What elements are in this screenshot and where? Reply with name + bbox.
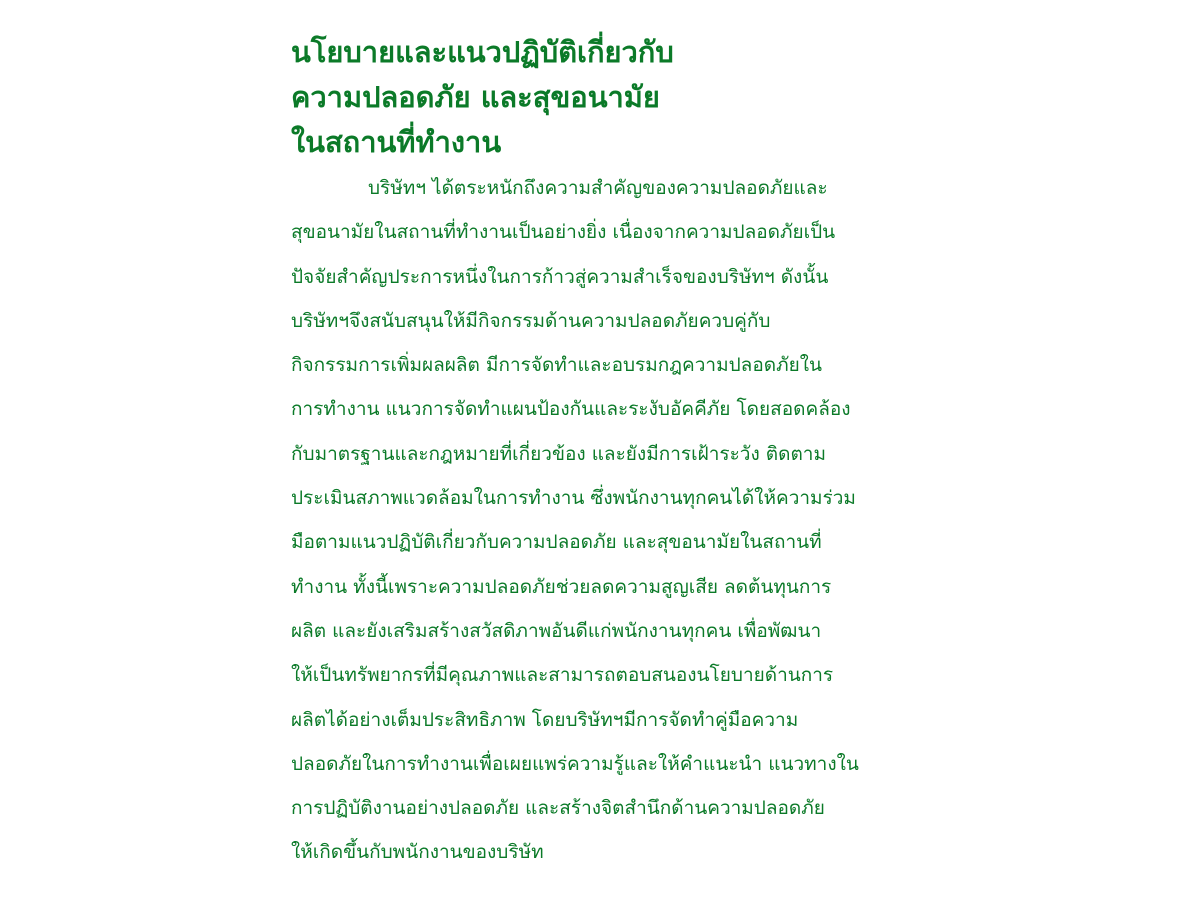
body-line: ผลิต และยังเสริมสร้างสวัสดิภาพอันดีแก่พนักงานทุกคน เพื่อพัฒนา bbox=[291, 619, 822, 642]
body-line: บริษัทฯจึงสนับสนุนให้มีกิจกรรมด้านความปลอดภัยควบคู่กับ bbox=[291, 309, 771, 332]
title-line-2: ความปลอดภัย และสุขอนามัย bbox=[291, 80, 660, 114]
body-line: การปฏิบัติงานอย่างปลอดภัย และสร้างจิตสำนึกด้านความปลอดภัย bbox=[291, 797, 825, 820]
title-line-3: ในสถานที่ทำงาน bbox=[291, 125, 502, 159]
body-line: ปัจจัยสำคัญประการหนึ่งในการก้าวสู่ความสำเร็จของบริษัทฯ ดังนั้น bbox=[291, 265, 829, 288]
body-line: บริษัทฯ ได้ตระหนักถึงความสำคัญของความปลอดภัยและ bbox=[368, 177, 828, 199]
body-line: ให้เกิดขึ้นกับพนักงานของบริษัท bbox=[291, 841, 544, 864]
body-line: กิจกรรมการเพิ่มผลผลิต มีการจัดทำและอบรมกฎความปลอดภัยใน bbox=[291, 354, 822, 377]
body-line: ประเมินสภาพแวดล้อมในการทำงาน ซึ่งพนักงานทุกคนได้ให้ความร่วม bbox=[291, 487, 856, 510]
body-line: ให้เป็นทรัพยากรที่มีคุณภาพและสามารถตอบสนองนโยบายด้านการ bbox=[291, 664, 834, 687]
body-line: ปลอดภัยในการทำงานเพื่อเผยแพร่ความรู้และให้คำแนะนำ แนวทางใน bbox=[291, 752, 859, 775]
body-line: ผลิตได้อย่างเต็มประสิทธิภาพ โดยบริษัทฯมีการจัดทำคู่มือความ bbox=[291, 708, 799, 731]
body-paragraph bbox=[291, 166, 921, 875]
body-line: สุขอนามัยในสถานที่ทำงานเป็นอย่างยิ่ง เนื่องจากความปลอดภัยเป็น bbox=[291, 221, 836, 244]
body-line: มือตามแนวปฏิบัติเกี่ยวกับความปลอดภัย และสุขอนามัยในสถานที่ bbox=[291, 531, 822, 554]
page-title bbox=[291, 30, 931, 165]
title-line-1: นโยบายและแนวปฏิบัติเกี่ยวกับ bbox=[291, 35, 674, 69]
body-line: ทำงาน ทั้งนี้เพราะความปลอดภัยช่วยลดความสูญเสีย ลดต้นทุนการ bbox=[291, 575, 832, 598]
body-line: กับมาตรฐานและกฎหมายที่เกี่ยวข้อง และยังมีการเฝ้าระวัง ติดตาม bbox=[291, 442, 826, 465]
body-line: การทำงาน แนวการจัดทำแผนป้องกันและระงับอัคคีภัย โดยสอดคล้อง bbox=[291, 398, 851, 421]
